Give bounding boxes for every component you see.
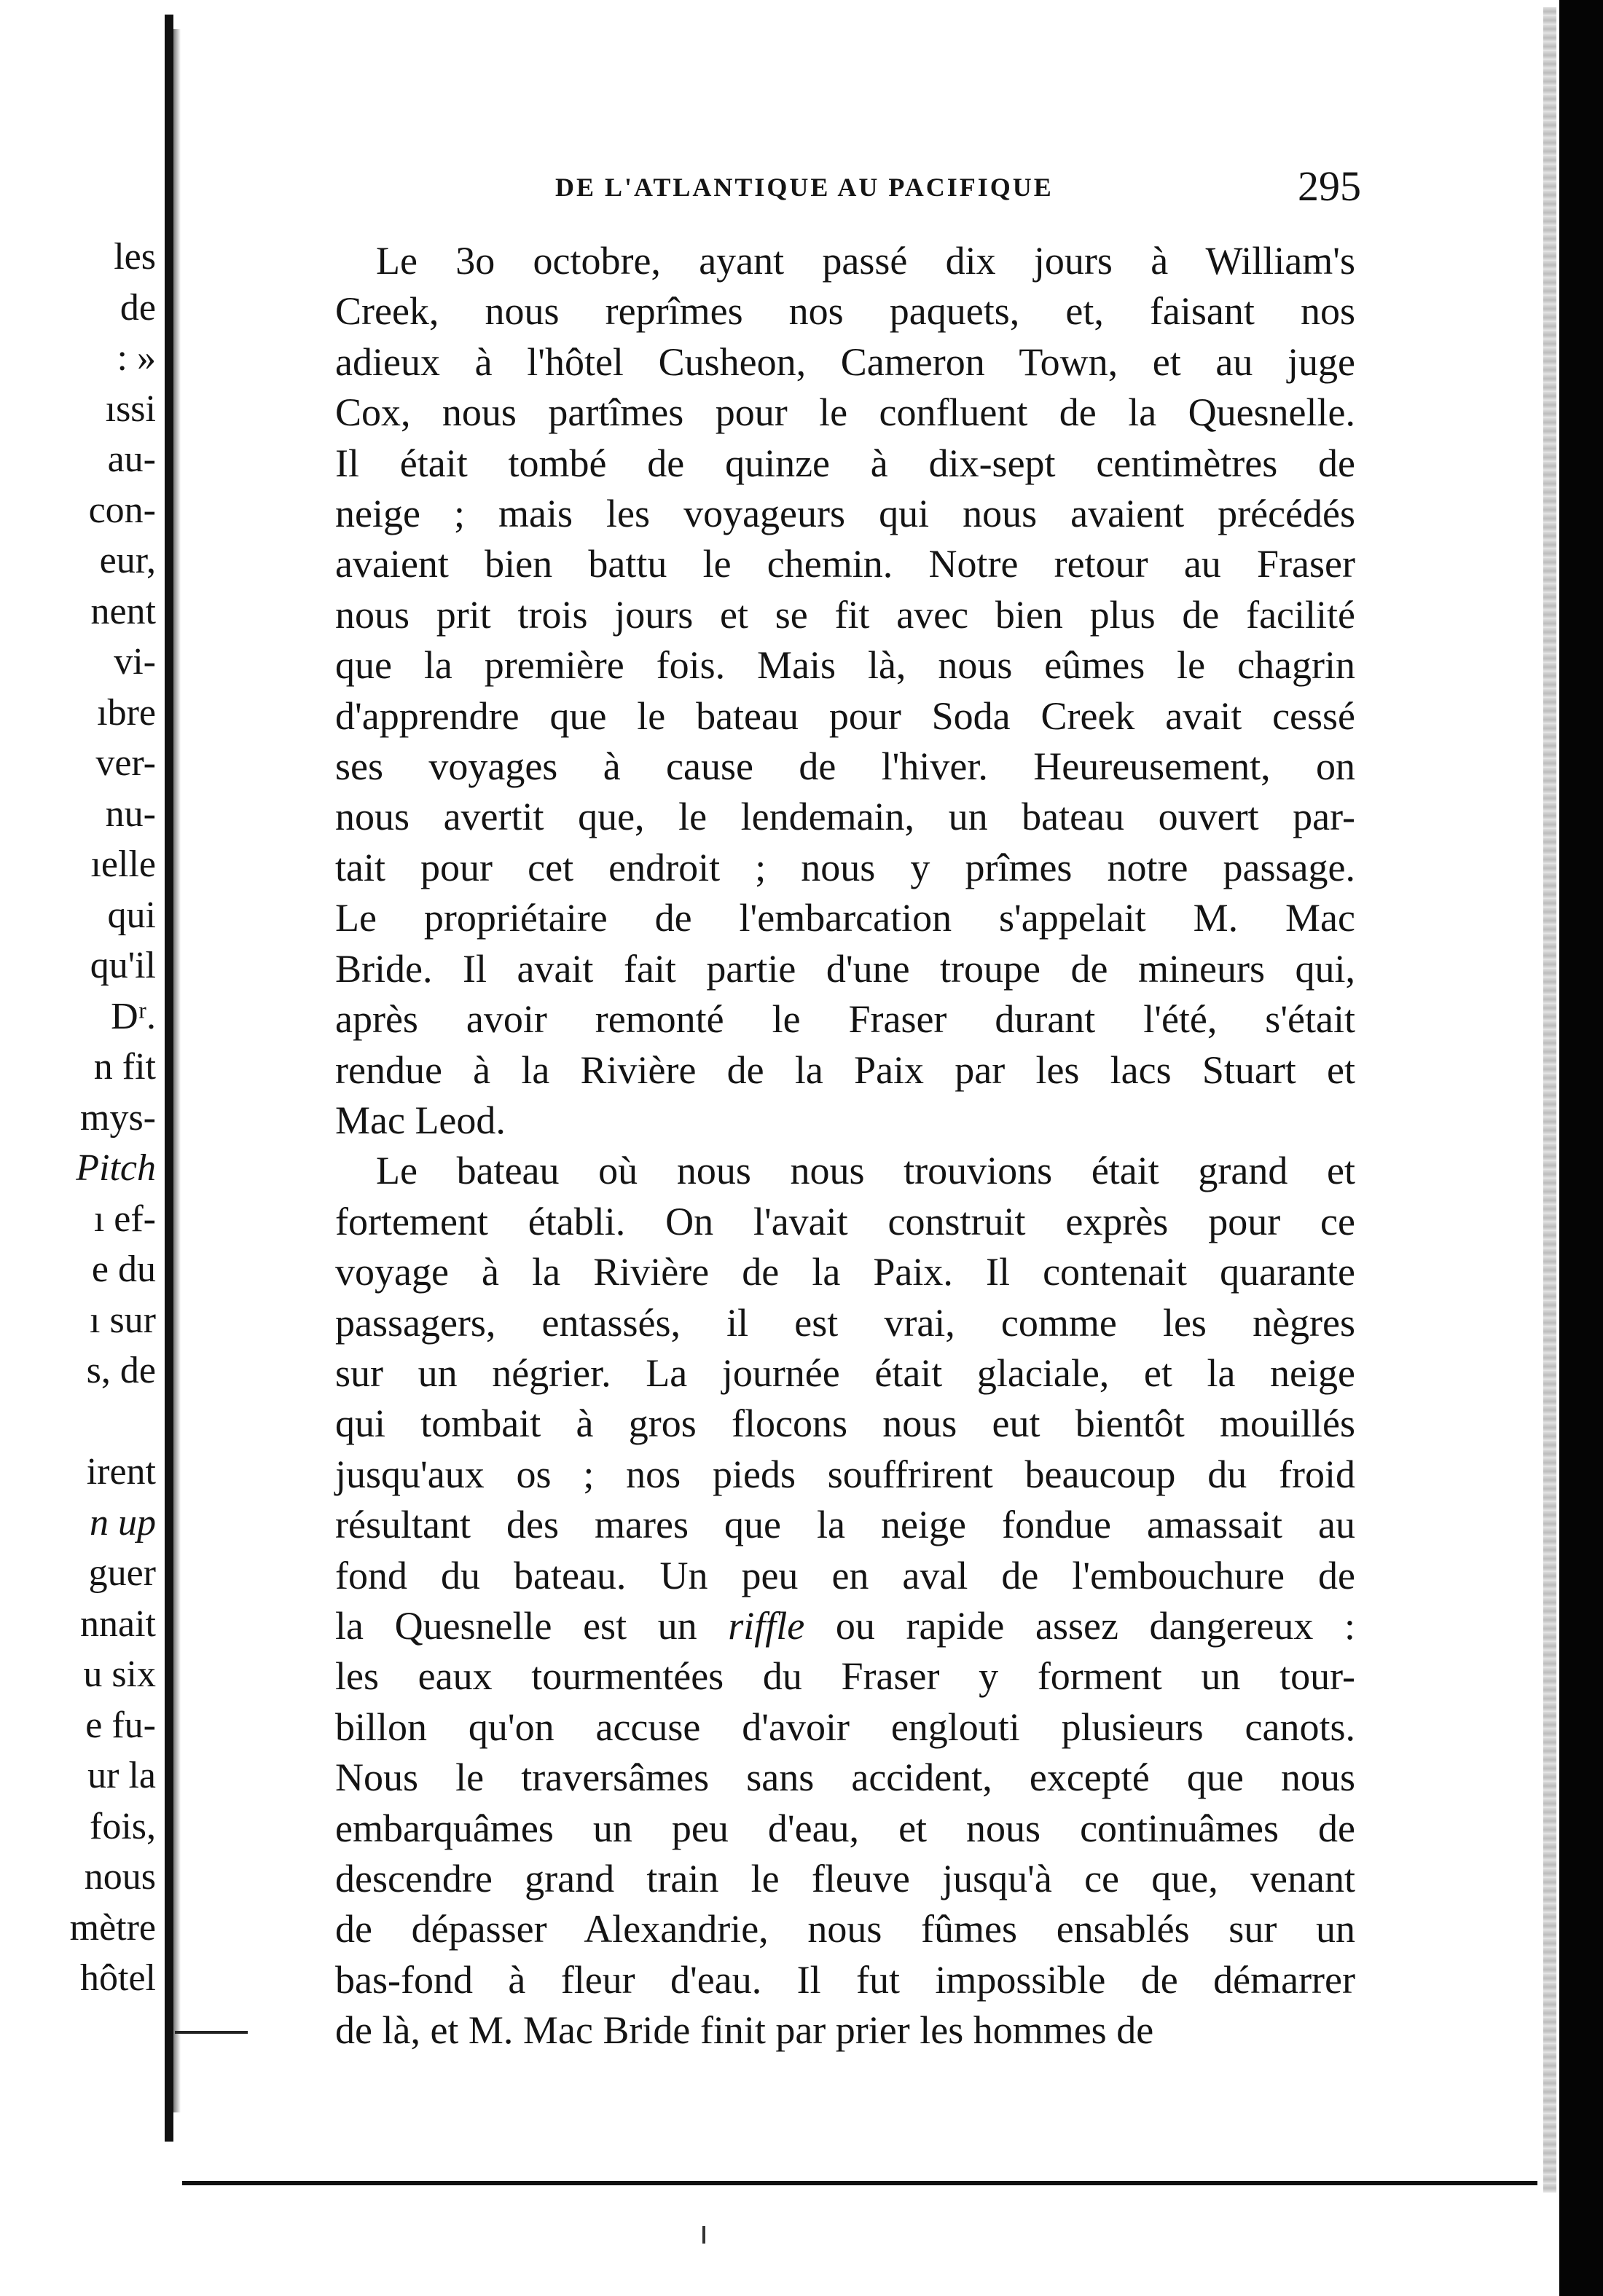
text-line: Bride. Il avait fait partie d'une troupe de mineurs qui, xyxy=(335,946,1355,991)
text-line: jusqu'aux os ; nos pieds souffrirent beaucoup du froid xyxy=(335,1452,1355,1496)
previous-page-line xyxy=(0,1396,168,1447)
previous-page-line: de xyxy=(119,286,156,329)
text-line: neige ; mais les voyageurs qui nous avaient précédés xyxy=(335,492,1355,536)
scan-mark xyxy=(702,2226,705,2244)
text-line: passagers, entassés, il est vrai, comme les nègres xyxy=(335,1300,1355,1345)
previous-page-line: Pitch xyxy=(76,1147,156,1189)
text-line: Il était tombé de quinze à dix-sept centimètres de xyxy=(335,441,1355,485)
book-page xyxy=(335,162,1361,2056)
previous-page-line: ıbre xyxy=(97,691,156,734)
running-title: DE L'ATLANTIQUE AU PACIFIQUE xyxy=(555,173,1054,202)
previous-page-line: nnait xyxy=(80,1603,156,1645)
previous-page-line: e fu- xyxy=(85,1704,156,1746)
text-line: Le propriétaire de l'embarcation s'appelait M. Mac xyxy=(335,896,1355,940)
text-line: Cox, nous partîmes pour le confluent de la Quesnelle. xyxy=(335,390,1355,435)
previous-page-line: hôtel xyxy=(80,1957,156,1999)
page-number: 295 xyxy=(1298,162,1361,210)
text-line: nous avertit que, le lendemain, un bateau ouvert par- xyxy=(335,795,1355,839)
text-line: de là, et M. Mac Bride finit par prier les hommes de xyxy=(335,2008,1154,2053)
scan-border xyxy=(1559,0,1603,2296)
previous-page-line: e du xyxy=(91,1249,156,1290)
previous-page-line: eur, xyxy=(99,540,156,581)
previous-page-line: irent xyxy=(86,1451,156,1493)
text-line: billon qu'on accuse d'avoir englouti plusieurs canots. xyxy=(335,1705,1355,1749)
text-line: nous prit trois jours et se fit avec bien plus de facilité xyxy=(335,592,1355,637)
previous-page-line: les xyxy=(114,236,156,278)
running-head xyxy=(335,162,1361,216)
text-line: que la première fois. Mais là, nous eûmes le chagrin xyxy=(335,643,1355,688)
previous-page-line: mètre xyxy=(69,1906,156,1949)
previous-page-line: nous xyxy=(84,1856,156,1898)
previous-page-line: vi- xyxy=(114,641,156,683)
previous-page-line: : » xyxy=(117,337,156,379)
text-line: fond du bateau. Un peu en aval de l'embouchure de xyxy=(335,1553,1355,1597)
text-line: bas-fond à fleur d'eau. Il fut impossible de démarrer xyxy=(335,1957,1355,2002)
text-line: avaient bien battu le chemin. Notre retour au Fraser xyxy=(335,542,1355,586)
gutter-shadow xyxy=(173,29,181,2112)
previous-page-line: ıssi xyxy=(105,388,156,430)
previous-page-line: ver- xyxy=(95,742,156,784)
text-line: les eaux tourmentées du Fraser y forment un tour- xyxy=(335,1654,1355,1699)
previous-page-line: n fit xyxy=(93,1046,156,1088)
text-line: embarquâmes un peu d'eau, et nous continuâmes de xyxy=(335,1806,1355,1850)
margin-mark xyxy=(175,2031,248,2034)
text-line: rendue à la Rivière de la Paix par les lacs Stuart et xyxy=(335,1047,1355,1092)
previous-page-line: au- xyxy=(107,439,156,480)
previous-page-line: nu- xyxy=(105,793,156,835)
text-line: Creek, nous reprîmes nos paquets, et, faisant nos xyxy=(335,289,1355,334)
previous-page-line: ı sur xyxy=(90,1299,156,1341)
previous-page-line: con- xyxy=(88,489,156,531)
text-line: descendre grand train le fleuve jusqu'à ce que, venant xyxy=(335,1857,1355,1900)
previous-page-line: ur la xyxy=(87,1755,156,1796)
previous-page-text xyxy=(0,232,168,2004)
text-line: Le 3o octobre, ayant passé dix jours à William's xyxy=(376,239,1355,283)
previous-page-line: u six xyxy=(83,1654,156,1695)
book-gutter xyxy=(165,15,173,2142)
previous-page-line: fois, xyxy=(90,1805,156,1847)
previous-page-line: qui xyxy=(107,894,156,936)
previous-page-line: guer xyxy=(88,1552,156,1594)
text-line: de dépasser Alexandrie, nous fûmes ensablés sur un xyxy=(335,1907,1355,1951)
page-bottom-edge xyxy=(182,2181,1537,2185)
previous-page-line: ı ef- xyxy=(93,1198,156,1240)
text-line: ses voyages à cause de l'hiver. Heureusement, on xyxy=(335,744,1355,789)
text-line: adieux à l'hôtel Cusheon, Cameron Town, et au juge xyxy=(335,339,1355,384)
text-line: voyage à la Rivière de la Paix. Il contenait quarante xyxy=(335,1250,1355,1294)
previous-page-line: mys- xyxy=(80,1096,156,1139)
text-line: d'apprendre que le bateau pour Soda Creek avait cessé xyxy=(335,693,1355,738)
text-line: résultant des mares que la neige fondue amassait au xyxy=(335,1503,1355,1547)
text-line: qui tombait à gros flocons nous eut bientôt mouillés xyxy=(335,1401,1355,1446)
text-line: sur un négrier. La journée était glaciale, et la neige xyxy=(335,1351,1355,1395)
previous-page-line: ıelle xyxy=(90,844,156,885)
previous-page-line: s, de xyxy=(86,1350,156,1391)
text-line: fortement établi. On l'avait construit exprès pour ce xyxy=(335,1199,1355,1243)
previous-page-line: nent xyxy=(90,590,156,632)
body-text xyxy=(335,236,1355,2056)
page-stack-edge xyxy=(1543,7,1556,2193)
text-line: tait pour cet endroit ; nous y prîmes notre passage. xyxy=(335,845,1355,889)
paragraph xyxy=(335,1146,1355,2056)
previous-page-line: Dʳ. xyxy=(111,995,156,1037)
previous-page-line: n up xyxy=(90,1501,156,1544)
previous-page-fragment xyxy=(0,0,168,2296)
text-line: la Quesnelle est un riffle ou rapide assez dangereux : xyxy=(335,1603,1355,1648)
text-line: après avoir remonté le Fraser durant l'été, s'était xyxy=(335,997,1355,1042)
paragraph xyxy=(335,236,1355,1146)
text-line: Nous le traversâmes sans accident, excepté que nous xyxy=(335,1756,1355,1800)
text-line: Mac Leod. xyxy=(335,1098,506,1142)
text-line: Le bateau où nous nous trouvions était grand et xyxy=(376,1149,1355,1193)
previous-page-line: qu'il xyxy=(90,945,156,986)
